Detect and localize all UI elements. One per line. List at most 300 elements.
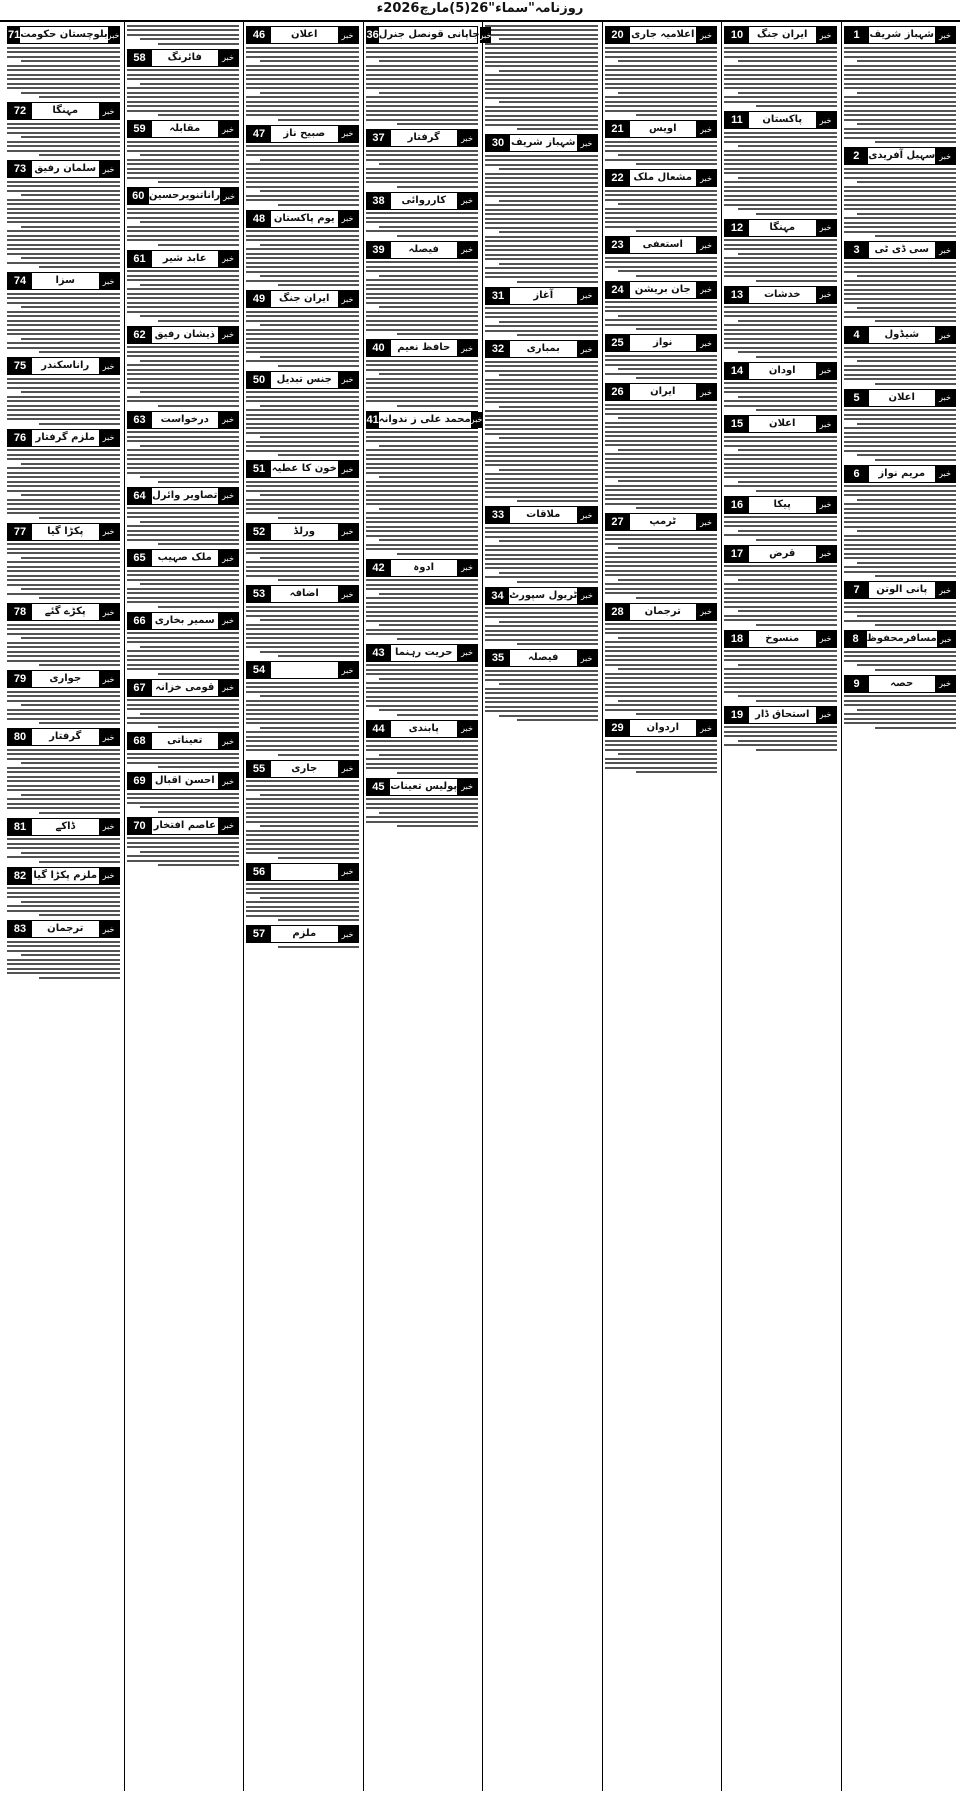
text-line [140, 315, 239, 317]
story-keyword: سلمان رفیق [34, 163, 97, 174]
text-line [366, 396, 479, 398]
story-keyword: جاری [291, 762, 318, 774]
story-header [127, 187, 240, 205]
text-line [485, 424, 598, 426]
story-keyword: ایران [650, 386, 676, 397]
text-line [605, 467, 718, 469]
text-line [485, 442, 598, 444]
text-line [127, 539, 240, 541]
story-header [844, 147, 957, 165]
news-story [605, 120, 718, 165]
text-line [246, 47, 359, 49]
story-keyword: اویس [648, 123, 677, 134]
text-line [158, 606, 239, 608]
text-line [724, 338, 837, 340]
text-line [366, 181, 479, 183]
text-line [7, 199, 120, 201]
text-line [127, 168, 240, 170]
text-line [499, 715, 598, 717]
story-header [605, 603, 718, 621]
story-body [127, 632, 240, 675]
text-line [7, 123, 120, 125]
news-story [246, 863, 359, 922]
text-line [7, 329, 120, 331]
text-line [366, 279, 479, 281]
text-line [246, 910, 359, 912]
story-body [7, 838, 120, 863]
text-line [485, 325, 598, 327]
text-line [605, 310, 718, 312]
story-badge: خبر [99, 430, 119, 446]
text-line [7, 467, 120, 469]
text-line [127, 463, 240, 465]
text-line [366, 485, 479, 487]
text-line [724, 659, 837, 661]
text-line [246, 834, 359, 836]
story-header [246, 125, 359, 143]
text-line [7, 458, 120, 460]
story-badge: خبر [696, 720, 716, 736]
text-line [246, 342, 359, 344]
text-line [246, 610, 359, 612]
text-line [7, 78, 120, 80]
story-body [605, 257, 718, 277]
text-line [7, 593, 120, 595]
text-line [517, 334, 598, 336]
text-line [246, 409, 359, 411]
news-story [366, 26, 492, 125]
text-line [605, 476, 718, 478]
text-line [127, 141, 240, 143]
story-keyword: ملاقات [526, 509, 561, 520]
story-keyword: عاصم افتخار [153, 819, 216, 831]
text-line [260, 494, 359, 496]
text-line [485, 164, 598, 166]
text-line [397, 235, 478, 237]
text-line [724, 141, 837, 143]
news-story [366, 778, 479, 828]
text-line [605, 458, 718, 460]
story-badge: خبر [577, 507, 597, 523]
text-line [246, 154, 359, 156]
text-line [844, 105, 957, 107]
text-line [379, 92, 478, 94]
story-badge: خبر [338, 291, 358, 307]
story-number: 67 [128, 680, 152, 696]
text-line [738, 145, 837, 147]
news-column [124, 22, 242, 1791]
text-line [246, 704, 359, 706]
text-line [844, 284, 957, 286]
text-line [7, 950, 120, 952]
story-header [724, 111, 837, 129]
text-line [366, 758, 479, 760]
story-number: 45 [367, 779, 391, 795]
text-line [485, 397, 598, 399]
text-line [127, 34, 240, 36]
text-line [246, 445, 359, 447]
text-line [127, 373, 240, 375]
story-body [7, 378, 120, 425]
story-badge: خبر [816, 112, 836, 128]
text-line [397, 553, 478, 555]
text-line [7, 896, 120, 898]
story-number: 54 [247, 662, 271, 678]
story-header [366, 411, 483, 429]
text-line [485, 710, 598, 712]
story-body [724, 726, 837, 751]
news-story [724, 496, 837, 541]
text-line [246, 78, 359, 80]
news-story [127, 612, 240, 675]
text-line [127, 346, 240, 348]
text-line [7, 378, 120, 380]
story-keyword: مہنگا [52, 105, 79, 116]
story-keyword: استعفی [642, 239, 683, 250]
text-line [379, 539, 478, 541]
text-line [246, 56, 359, 58]
text-line [756, 280, 837, 282]
text-line [140, 806, 239, 808]
story-badge: خبر [457, 645, 477, 661]
text-line [844, 114, 957, 116]
text-line [485, 383, 598, 385]
text-line [724, 275, 837, 277]
news-story [127, 732, 240, 768]
text-line [605, 65, 718, 67]
text-line [7, 847, 120, 849]
text-line [636, 713, 717, 715]
story-body [485, 527, 598, 583]
text-line [366, 51, 479, 53]
text-line [724, 726, 837, 728]
text-line [246, 338, 359, 340]
text-line [127, 311, 240, 313]
text-line [366, 458, 479, 460]
story-header [246, 371, 359, 389]
text-line [724, 606, 837, 608]
text-line [158, 320, 239, 322]
news-story [485, 587, 598, 646]
text-line [724, 83, 837, 85]
text-line [246, 280, 359, 282]
text-line [7, 262, 120, 264]
text-line [366, 387, 479, 389]
text-line [39, 517, 120, 519]
text-line [140, 851, 239, 853]
text-line [724, 136, 837, 138]
text-line [7, 65, 120, 67]
text-line [485, 155, 598, 157]
story-header [366, 778, 479, 796]
text-line [7, 51, 120, 53]
text-line [366, 74, 479, 76]
news-story [605, 281, 718, 331]
text-line [605, 677, 718, 679]
text-line [366, 669, 479, 671]
story-body [605, 47, 718, 117]
news-story [366, 411, 483, 555]
text-line [605, 212, 718, 214]
text-line [127, 704, 240, 706]
story-keyword: منسوخ [765, 632, 800, 644]
text-line [21, 194, 120, 196]
text-line [127, 525, 240, 527]
story-number: 44 [367, 721, 391, 737]
text-line [485, 679, 598, 681]
text-line [246, 646, 359, 648]
text-line [127, 454, 240, 456]
story-header [127, 49, 240, 67]
text-line [246, 360, 359, 362]
text-line [127, 449, 240, 451]
story-badge: خبر [99, 819, 119, 835]
text-line [366, 110, 479, 112]
story-number: 41 [366, 413, 379, 426]
text-line [724, 588, 837, 590]
text-line [485, 79, 598, 81]
story-number: 58 [128, 50, 152, 66]
story-header [246, 863, 359, 881]
text-line [724, 262, 837, 264]
story-badge: خبر [471, 412, 483, 428]
text-line [260, 405, 359, 407]
story-number: 10 [725, 27, 749, 43]
story-header [127, 326, 240, 344]
text-line [140, 646, 239, 648]
story-badge: خبر [480, 27, 492, 43]
text-line [246, 257, 359, 259]
text-line [7, 552, 120, 554]
text-line [379, 306, 478, 308]
text-line [278, 284, 359, 286]
story-keyword: قرض [769, 547, 796, 559]
story-badge: خبر [99, 604, 119, 620]
text-line [485, 370, 598, 372]
text-line [636, 275, 717, 277]
text-line [127, 530, 240, 532]
text-line [127, 472, 240, 474]
text-line [7, 217, 120, 219]
story-header [246, 210, 359, 228]
text-line [485, 240, 598, 242]
text-line [21, 306, 120, 308]
story-badge: خبر [218, 613, 238, 629]
text-line [260, 92, 359, 94]
text-line [485, 25, 598, 27]
news-story [724, 26, 837, 107]
story-body [485, 25, 598, 131]
story-number: 81 [8, 819, 32, 835]
text-line [7, 624, 120, 626]
text-line [7, 481, 120, 483]
text-line [246, 333, 359, 335]
text-line [246, 239, 359, 241]
story-badge: خبر [99, 868, 119, 884]
text-line [158, 811, 239, 813]
text-line [485, 110, 598, 112]
text-line [127, 382, 240, 384]
story-number: 76 [8, 430, 32, 446]
news-story [246, 523, 359, 582]
text-line [246, 114, 359, 116]
story-header [127, 487, 240, 505]
story-keyword: ٹرمپ [649, 516, 677, 527]
text-line [127, 467, 240, 469]
text-line [366, 803, 479, 805]
text-line [605, 257, 718, 259]
story-body [724, 47, 837, 108]
news-story [844, 581, 957, 626]
text-line [724, 619, 837, 621]
story-keyword: مہنگا [769, 221, 796, 233]
text-line [875, 383, 956, 385]
text-line [127, 655, 240, 657]
text-line [127, 212, 240, 214]
story-number: 11 [725, 112, 749, 128]
text-line [366, 391, 479, 393]
story-badge: خبر [816, 363, 836, 379]
text-line [21, 494, 120, 496]
text-line [366, 320, 479, 322]
text-line [485, 455, 598, 457]
text-line [246, 311, 359, 313]
text-line [605, 453, 718, 455]
text-line [7, 311, 120, 313]
text-line [127, 288, 240, 290]
story-badge: خبر [338, 461, 358, 477]
text-line [246, 508, 359, 510]
story-header [246, 760, 359, 778]
story-keyword: اعلان [769, 418, 796, 429]
text-line [127, 837, 240, 839]
text-line [246, 615, 359, 617]
news-story [7, 26, 120, 98]
text-line [246, 548, 359, 550]
text-line [618, 637, 717, 639]
text-line [844, 700, 957, 702]
story-badge: خبر [108, 27, 120, 43]
story-keyword: استحاق ڈار [755, 708, 810, 720]
story-header [844, 326, 957, 344]
text-line [127, 217, 240, 219]
text-line [127, 650, 240, 652]
text-line [397, 333, 478, 335]
text-line [844, 508, 957, 510]
text-line [7, 315, 120, 317]
text-line [366, 472, 479, 474]
story-number: 33 [486, 507, 510, 523]
text-line [366, 602, 479, 604]
text-line [278, 365, 359, 367]
text-line [738, 208, 837, 210]
text-line [7, 342, 120, 344]
story-keyword: فیصلہ [408, 243, 439, 255]
story-body [7, 887, 120, 916]
story-body [605, 190, 718, 233]
text-line [7, 47, 120, 49]
text-line [260, 436, 359, 438]
story-number: 74 [8, 273, 32, 289]
story-header [7, 272, 120, 290]
text-line [844, 450, 957, 452]
text-line [605, 404, 718, 406]
text-line [485, 258, 598, 260]
text-line [724, 65, 837, 67]
story-body [7, 543, 120, 599]
text-line [517, 581, 598, 583]
story-badge: خبر [937, 631, 955, 647]
text-line [844, 521, 957, 523]
story-number: 31 [486, 288, 510, 304]
text-line [127, 641, 240, 643]
text-line [724, 56, 837, 58]
news-story [485, 287, 598, 337]
text-line [875, 669, 956, 671]
text-line [724, 691, 837, 693]
text-line [485, 464, 598, 466]
text-line [844, 517, 957, 519]
text-line [7, 887, 120, 889]
text-line [246, 718, 359, 720]
text-line [21, 60, 120, 62]
story-body [724, 436, 837, 492]
news-story [127, 49, 240, 117]
news-story [844, 675, 957, 729]
text-line [844, 602, 957, 604]
text-line [724, 101, 837, 103]
masthead [0, 0, 960, 22]
text-line [738, 610, 837, 612]
text-line [499, 168, 598, 170]
story-number: 78 [8, 604, 32, 620]
text-line [127, 753, 240, 755]
text-line [7, 633, 120, 635]
story-header [246, 26, 359, 44]
story-header [605, 719, 718, 737]
news-column [363, 22, 492, 1791]
story-number: 24 [606, 282, 630, 298]
text-line [605, 78, 718, 80]
text-line [724, 239, 837, 241]
news-story [366, 720, 479, 774]
text-line [7, 208, 120, 210]
text-line [7, 508, 120, 510]
text-line [366, 431, 479, 433]
text-line [485, 115, 598, 117]
news-story [605, 513, 718, 599]
story-badge: خبر [338, 761, 358, 777]
text-line [485, 245, 598, 247]
text-line [366, 449, 479, 451]
text-line [366, 798, 479, 800]
text-line [366, 329, 479, 331]
text-line [756, 749, 837, 751]
text-line [260, 60, 359, 62]
text-line [246, 888, 359, 890]
text-line [844, 557, 957, 559]
text-line [127, 592, 240, 594]
text-line [7, 718, 120, 720]
story-body [7, 293, 120, 354]
text-line [724, 525, 837, 527]
text-line [485, 419, 598, 421]
text-line [485, 446, 598, 448]
story-badge: خبر [218, 488, 238, 504]
text-line [366, 168, 479, 170]
story-header [127, 411, 240, 429]
text-line [246, 691, 359, 693]
